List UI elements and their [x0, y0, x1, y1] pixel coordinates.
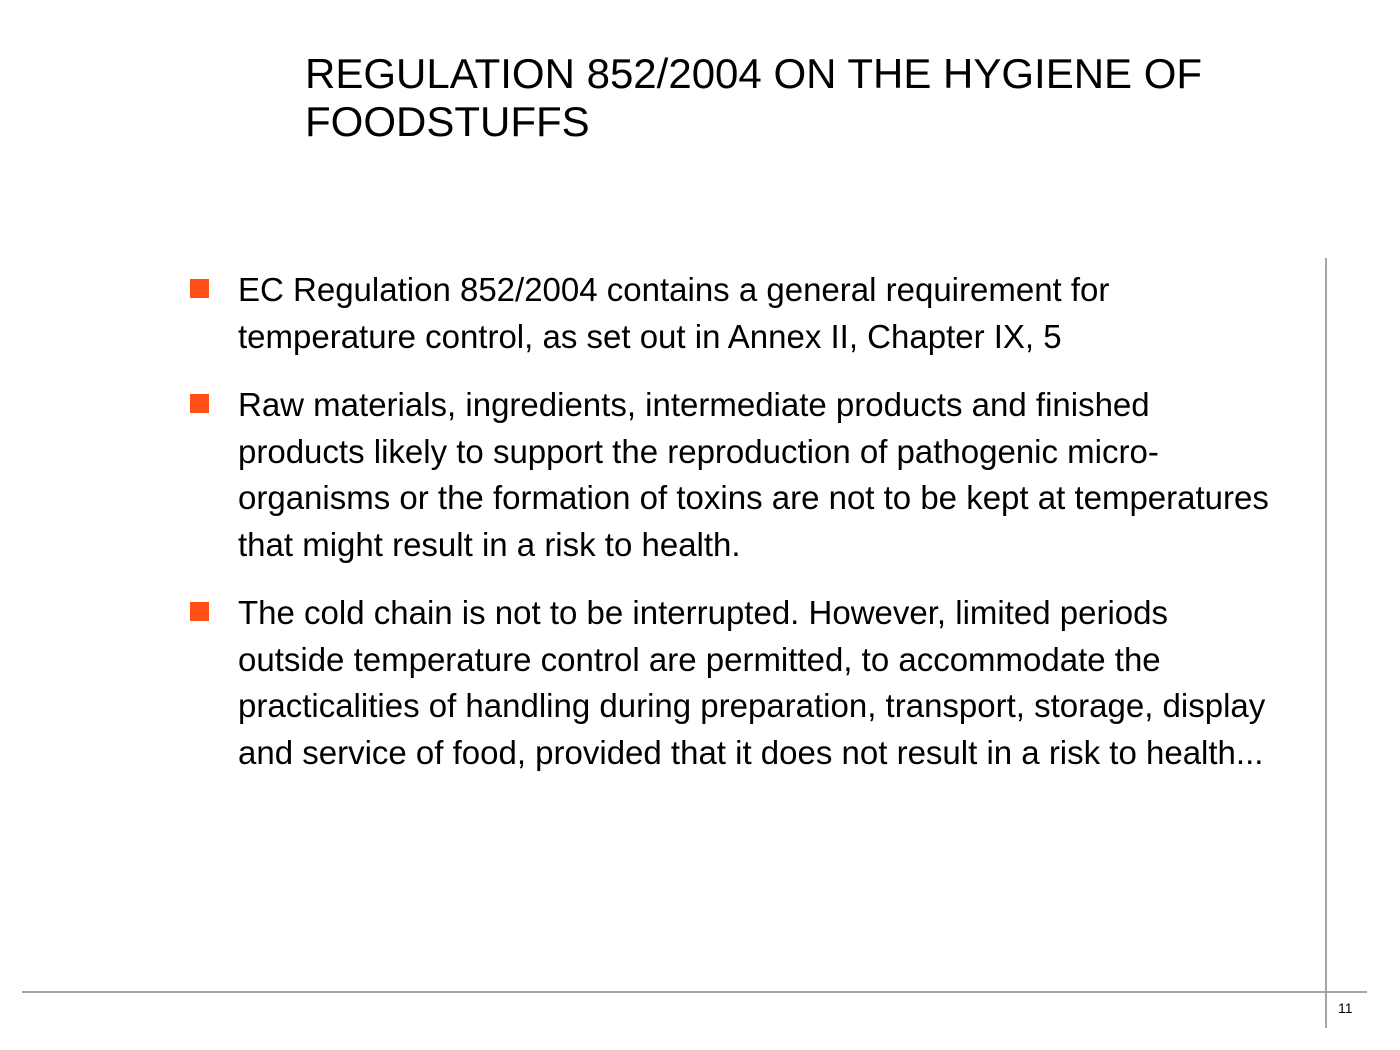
footer-divider [22, 991, 1367, 993]
square-bullet-icon [190, 279, 209, 298]
page-number: 11 [1338, 1000, 1353, 1016]
square-bullet-icon [190, 394, 209, 413]
slide-title: REGULATION 852/2004 ON THE HYGIENE OF FOODSTUFFS [305, 50, 1203, 145]
bullet-list [190, 267, 1280, 798]
bullet-text: The cold chain is not to be interrupted. However, limited periods outside temperature control are permitted, to accommodate the practicalities of handling during preparation, transport, storage, display and service of food, provided that it does not result in a risk to health... [238, 594, 1266, 771]
bullet-text: EC Regulation 852/2004 contains a general requirement for temperature control, as set out in Annex II, Chapter IX, 5 [238, 271, 1110, 355]
bullet-item [190, 382, 1280, 568]
square-bullet-icon [190, 602, 209, 621]
bullet-text: Raw materials, ingredients, intermediate products and finished products likely to support the reproduction of pathogenic micro-organisms or the formation of toxins are not to be kept at temperatures that might result in a risk to health. [238, 386, 1269, 563]
bullet-item [190, 590, 1280, 776]
bullet-item [190, 267, 1280, 360]
vertical-divider [1325, 258, 1327, 1028]
